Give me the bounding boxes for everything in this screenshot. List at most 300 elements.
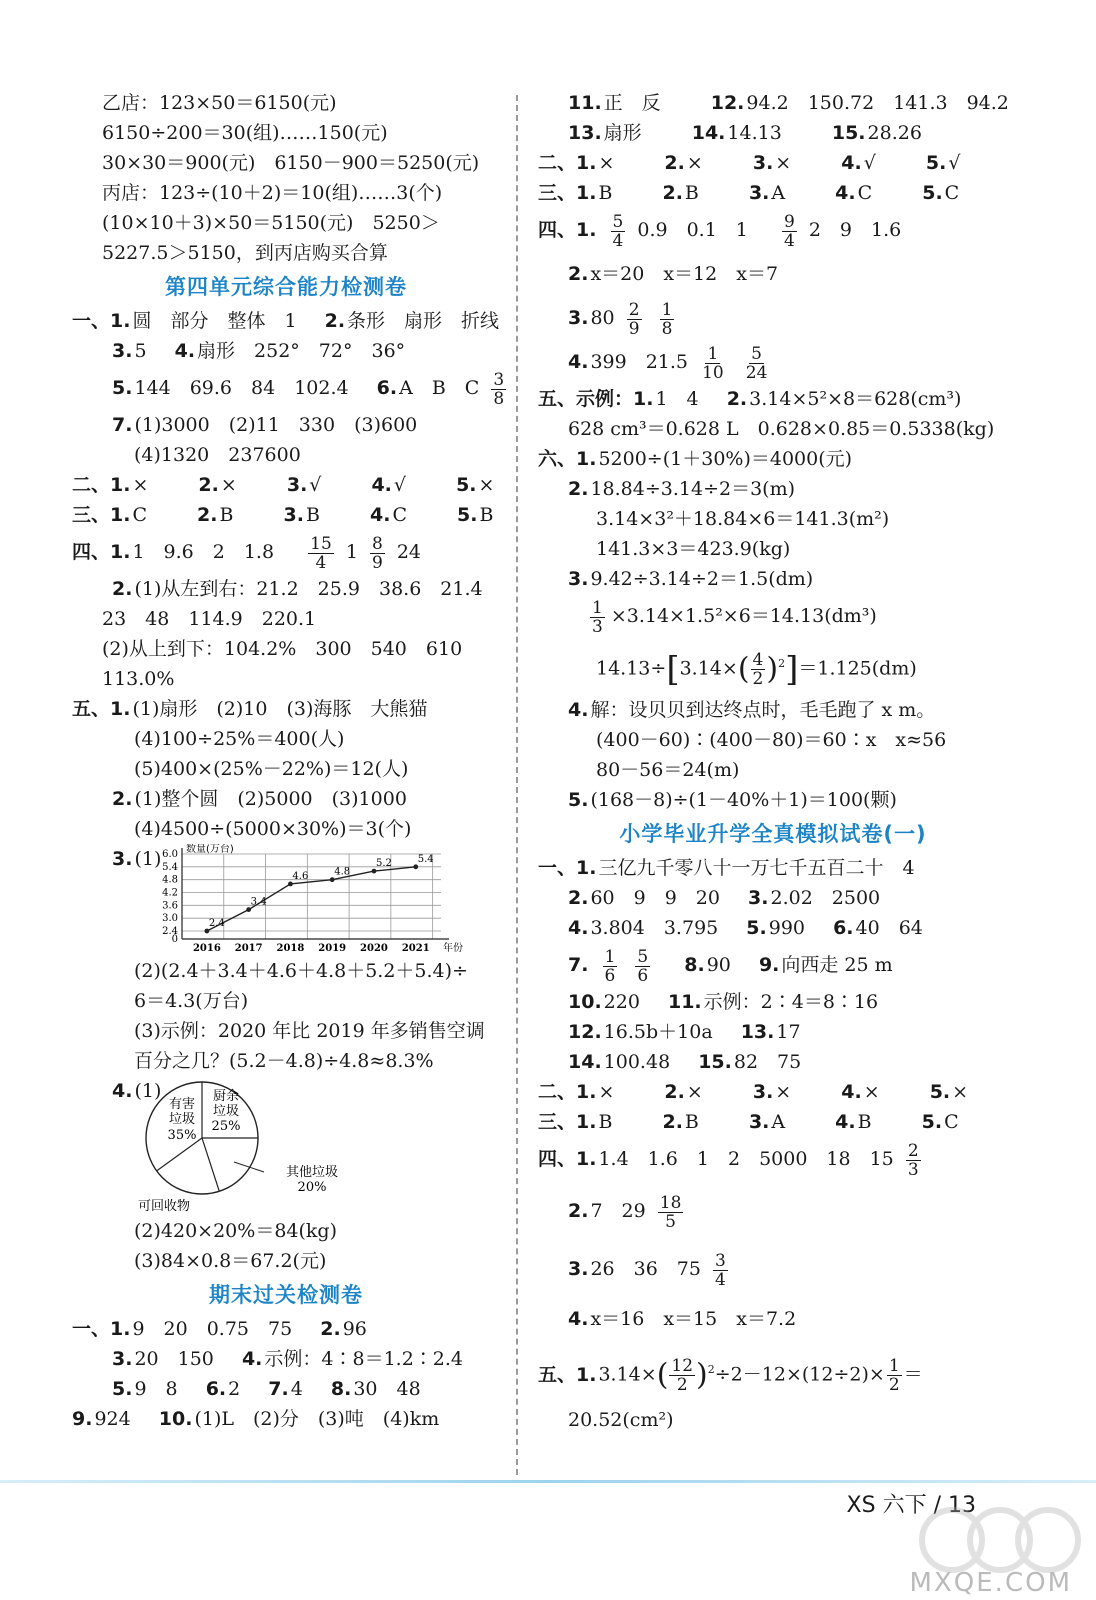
- answer-line: [72, 306, 500, 336]
- question-number: 2.: [112, 788, 133, 810]
- answer-line: 141.3×3＝423.9(kg): [596, 538, 791, 560]
- question-number: 14.: [568, 1051, 602, 1074]
- question-number: 一、1.: [72, 1318, 131, 1340]
- answer-text: 9 8: [134, 1378, 178, 1400]
- data-line: [207, 867, 416, 931]
- question-number: 5.: [922, 182, 943, 204]
- answer-line: 百分之几？(5.2－4.8)÷4.8≈8.3%: [134, 1050, 434, 1072]
- pie-value: [160, 1215, 189, 1216]
- question-number: 三、1.: [538, 182, 597, 204]
- question-number: 2.: [662, 1111, 683, 1134]
- answer-text: ×: [863, 1081, 880, 1104]
- question-number: 4.: [568, 1308, 589, 1331]
- column-divider: [516, 95, 518, 1475]
- question-number: 15.: [698, 1051, 732, 1074]
- data-label: 5.4: [417, 853, 434, 865]
- answer-text: ×: [952, 1081, 969, 1104]
- fraction: $\frac{5}{24}$: [745, 343, 768, 383]
- question-number: 2.: [568, 887, 589, 910]
- fraction: $\frac{4}{2}$: [752, 649, 764, 689]
- question-number: 2.: [664, 1081, 685, 1104]
- answer-text: B: [305, 504, 320, 526]
- answer-line: [538, 564, 1008, 594]
- answer-line: [538, 474, 1008, 504]
- question-number: 2.: [112, 578, 133, 600]
- question-number: 7.: [112, 414, 133, 436]
- data-point: [204, 929, 209, 934]
- answer-text: √: [948, 152, 961, 174]
- question-number: 7.: [268, 1378, 289, 1400]
- question-number: 4.: [835, 182, 856, 204]
- answer-text: 向西走 25 m: [781, 954, 893, 977]
- question-number: 13.: [740, 1021, 775, 1044]
- answer-text: C: [944, 1111, 959, 1134]
- answer-line: (5)400×(25%－22%)＝12(人): [134, 758, 409, 780]
- answer-line: [538, 853, 1008, 883]
- pie-label: 垃圾: [168, 1112, 196, 1127]
- question-number: 4.: [568, 351, 589, 373]
- section-heading: 小学毕业升学全真模拟试卷(一): [619, 822, 927, 847]
- answer-text: 5: [134, 340, 147, 362]
- question-number: 三、1.: [538, 1111, 597, 1134]
- answer-line: (400－60)∶(400－80)＝60∶x x≈56: [596, 729, 947, 752]
- answer-text: 100.48: [603, 1051, 671, 1074]
- answer-text: ×: [686, 1081, 703, 1104]
- fraction: $\frac{8}{9}$: [371, 533, 383, 573]
- answer-line: [72, 784, 500, 814]
- question-number: 5.: [112, 377, 133, 399]
- book-code: XS: [846, 1493, 876, 1518]
- answer-text: 94.2 150.72 141.3 94.2: [746, 92, 1009, 114]
- answer-line: 五、1. 3.14×( $\frac{12}{2}$ )$^2$÷2－12×(12÷2)× $\frac{1}{2}$ ＝: [538, 1356, 923, 1396]
- answer-text: 399 21.5: [590, 351, 689, 373]
- answer-text: 990: [768, 917, 806, 940]
- pie-label: 厨余: [212, 1089, 240, 1104]
- question-number: 2.: [664, 152, 685, 174]
- answer-line: (2)420×20%＝84(kg): [134, 1220, 338, 1242]
- question-number: 7.: [568, 954, 589, 977]
- answer-text: A: [771, 1111, 786, 1134]
- data-point: [413, 864, 418, 869]
- data-point: [372, 869, 377, 874]
- answer-line: 乙店：123×50＝6150(元): [102, 92, 337, 114]
- bracket-open: [: [666, 649, 680, 690]
- answer-text: 17: [776, 1021, 801, 1044]
- answer-line: 30×30＝900(元) 6150－900＝5250(元): [102, 152, 480, 174]
- question-number: 2.: [324, 310, 346, 332]
- answer-text: 96: [342, 1318, 367, 1340]
- data-label: 4.8: [334, 866, 351, 878]
- question-number: 3.: [283, 504, 304, 526]
- fraction: $\frac{2}{3}$: [907, 1140, 919, 1180]
- answer-line: (3)示例：2020 年比 2019 年多销售空调: [134, 1020, 485, 1042]
- pie-slice-boundary: [202, 1138, 219, 1191]
- question-number: 10.: [568, 991, 602, 1014]
- answer-line: [72, 1314, 500, 1344]
- fraction: $\frac{3}{8}$: [493, 369, 505, 409]
- y-tick-label: 6.0: [162, 849, 178, 860]
- answer-text: C: [944, 182, 960, 204]
- answer-text: 28.26: [867, 122, 922, 144]
- right-column: [538, 88, 1008, 1435]
- answer-line: [72, 366, 505, 410]
- question-number: 一、1.: [72, 310, 131, 332]
- question-number: 4.: [841, 1081, 862, 1104]
- answer-text: 1: [345, 541, 358, 563]
- question-number: 二、1.: [72, 474, 131, 496]
- answer-line: (10×10＋3)×50＝5150(元) 5250＞: [102, 212, 440, 234]
- question-number: 一、1.: [538, 857, 597, 880]
- question-number: 五、示例：1.: [538, 388, 654, 410]
- answer-text: 60 9 9 20: [590, 887, 720, 910]
- question-number: 5.: [568, 789, 589, 812]
- answer-text: x＝16 x＝15 x＝7.2: [590, 1308, 797, 1331]
- answer-line: [72, 336, 500, 366]
- left-column: [72, 88, 505, 1434]
- answer-text: C: [857, 182, 873, 204]
- answer-text: ×: [598, 152, 615, 174]
- question-number: 五、1.: [538, 1363, 597, 1386]
- question-number: 6.: [205, 1378, 227, 1400]
- answer-line: [72, 470, 500, 500]
- page-number: 13: [948, 1493, 976, 1518]
- answer-text: 82 75: [733, 1051, 802, 1074]
- answer-line: [72, 410, 500, 440]
- answer-line: 113.0%: [102, 668, 175, 690]
- fraction: $\frac{5}{4}$: [612, 211, 624, 251]
- answer-text: √: [393, 474, 407, 496]
- data-label: 2.4: [208, 918, 225, 929]
- answer-line: [538, 178, 1008, 208]
- fraction: $\frac{5}{6}$: [637, 946, 649, 986]
- pie-label: 有害: [168, 1097, 196, 1112]
- section-heading: 第四单元综合能力检测卷: [165, 275, 407, 299]
- answer-line: [72, 500, 500, 530]
- answer-text: 924: [94, 1408, 131, 1430]
- pie-value: 25%: [211, 1119, 241, 1134]
- question-number: 3.: [748, 887, 769, 910]
- question-number: 2.: [568, 1200, 589, 1223]
- answer-text: 14.13÷: [596, 657, 667, 680]
- fraction: $\frac{1}{2}$: [888, 1356, 900, 1396]
- answer-text: B: [598, 1111, 613, 1134]
- grade-label: 六下: [882, 1493, 927, 1518]
- answer-line: [72, 1076, 500, 1216]
- answer-text: ×: [478, 474, 495, 496]
- question-number: 12.: [710, 92, 745, 114]
- question-number: 11.: [667, 991, 702, 1014]
- answer-line: [538, 384, 1008, 414]
- answer-line: (4)4500÷(5000×30%)＝3(个): [134, 818, 412, 840]
- answer-line: [538, 208, 1008, 252]
- answer-line: [72, 694, 500, 724]
- question-number: 11.: [568, 92, 602, 114]
- answer-text: 9.42÷3.14÷2＝1.5(dm): [590, 568, 814, 590]
- data-label: 5.2: [375, 858, 392, 870]
- data-point: [330, 877, 335, 882]
- answer-text: 1 9.6 2 1.8: [132, 541, 275, 563]
- question-number: 二、1.: [538, 152, 597, 174]
- y-tick-label: 2.4: [162, 926, 178, 937]
- answer-text: 2.02 2500: [770, 887, 881, 910]
- question-number: 四、1.: [72, 541, 131, 563]
- question-number: 4.: [241, 1348, 263, 1370]
- answer-text: (1)扇形 (2)10 (3)海豚 大熊猫: [132, 698, 428, 720]
- data-point: [288, 882, 293, 887]
- answer-line: [538, 1137, 1008, 1181]
- question-number: 4.: [371, 474, 392, 496]
- answer-line: [538, 148, 1008, 178]
- question-number: 2.: [568, 478, 589, 500]
- pie-value: 20%: [297, 1180, 327, 1195]
- answer-text: 90: [706, 954, 731, 977]
- question-number: 4.: [835, 1111, 856, 1134]
- question-number: 二、1.: [538, 1081, 597, 1104]
- question-number: 四、1.: [538, 1148, 597, 1171]
- question-number: 3.: [112, 848, 133, 870]
- pie-value: 35%: [167, 1128, 197, 1143]
- answer-text: ×: [132, 474, 149, 496]
- answer-line: [538, 883, 1008, 913]
- watermark-text: MXQE.COM: [909, 1568, 1072, 1598]
- answer-text: B: [684, 182, 699, 204]
- answer-line: [538, 695, 1008, 725]
- data-point: [246, 907, 251, 912]
- answer-text: 80: [590, 307, 615, 329]
- question-number: 3.: [568, 568, 589, 590]
- answer-text: 20 150: [134, 1348, 214, 1370]
- bracket-close: ]: [785, 649, 799, 690]
- answer-text: (1)从左到右：21.2 25.9 38.6 21.4: [134, 578, 483, 600]
- y-tick-label: 4.8: [162, 874, 178, 886]
- answer-line: [538, 943, 1008, 987]
- question-number: 3.: [286, 474, 308, 496]
- answer-text: 7 29: [590, 1200, 646, 1223]
- question-number: 2.: [320, 1318, 341, 1340]
- answer-line: [538, 340, 1008, 384]
- answer-text: 1.4 1.6 1 2 5000 18 15: [598, 1148, 894, 1171]
- answer-text: B: [479, 504, 494, 526]
- answer-line: [538, 1047, 1008, 1077]
- answer-text: C: [392, 504, 407, 526]
- fraction: $\frac{9}{4}$: [783, 211, 795, 251]
- answer-line: 20.52(cm²): [568, 1408, 674, 1431]
- answer-text: 26 36 75: [590, 1258, 701, 1281]
- answer-text: (1)整个圆 (2)5000 (3)1000: [134, 788, 407, 810]
- question-number: 4.: [841, 152, 862, 174]
- answer-text: A B C: [399, 377, 480, 399]
- question-number: 8.: [330, 1378, 352, 1400]
- answer-text: 2: [228, 1378, 241, 1400]
- answer-line: 丙店：123÷(10＋2)＝10(组)……3(个): [102, 182, 443, 204]
- y-tick-label: 0: [171, 934, 178, 945]
- fraction: $\frac{1}{3}$: [592, 597, 603, 637]
- question-number: 9.: [758, 954, 780, 977]
- question-number: 5.: [746, 917, 767, 940]
- answer-line: (3)84×0.8＝67.2(元): [134, 1250, 327, 1272]
- answer-text: 扇形: [603, 122, 642, 144]
- fraction: $\frac{3}{4}$: [715, 1250, 726, 1290]
- answer-text: 正 反: [603, 92, 661, 114]
- answer-text: ×: [686, 152, 703, 174]
- x-tick-label: 2017: [234, 943, 263, 954]
- answer-line: (2)(2.4＋3.4＋4.6＋4.8＋5.2＋5.4)÷: [134, 960, 468, 982]
- question-number: 9.: [72, 1408, 93, 1430]
- question-number: 13.: [568, 122, 602, 144]
- x-tick-label: 2019: [318, 943, 347, 954]
- answer-text: 5200÷(1＋30%)＝4000(元): [598, 448, 853, 470]
- answer-line: [538, 594, 1008, 638]
- answer-text: 220: [603, 991, 640, 1014]
- answer-text: 24: [396, 541, 422, 563]
- answer-text: 4: [290, 1378, 303, 1400]
- fraction: $\frac{15}{4}$: [310, 533, 332, 573]
- answer-text: ×: [220, 474, 237, 496]
- answer-line: [538, 913, 1008, 943]
- data-label: 4.6: [292, 870, 309, 882]
- data-label: 3.4: [250, 896, 267, 908]
- x-tick-label: 2018: [276, 943, 305, 954]
- y-tick-label: 3.0: [162, 913, 178, 925]
- answer-line: 6150÷200＝30(组)……150(元): [102, 122, 388, 144]
- y-axis-label: 数量(万台): [186, 844, 234, 855]
- answer-text: 三亿九千零八十一万七千五百二十 4: [598, 857, 915, 880]
- answer-text: 30 48: [353, 1378, 421, 1400]
- question-number: 4.: [568, 917, 589, 940]
- answer-text: (168－8)÷(1－40%＋1)＝100(颗): [590, 789, 897, 812]
- question-number: 4.: [174, 340, 196, 362]
- answer-text: C: [132, 504, 147, 526]
- answer-line: [538, 296, 1008, 340]
- question-number: 12.: [568, 1021, 602, 1044]
- question-number: 5.: [112, 1378, 133, 1400]
- answer-line: 23 48 114.9 220.1: [102, 608, 317, 630]
- answer-line: [538, 1181, 1008, 1241]
- question-number: 2.: [198, 474, 219, 496]
- question-number: 4.: [568, 699, 589, 722]
- answer-text: (1): [134, 1080, 162, 1102]
- answer-line: [72, 1344, 500, 1374]
- answer-text: B: [598, 182, 613, 204]
- answer-line: [538, 785, 1008, 815]
- answer-line: [538, 88, 1008, 118]
- question-number: 10.: [158, 1408, 193, 1430]
- fraction: $\frac{1}{8}$: [661, 299, 673, 339]
- question-number: 6.: [376, 377, 398, 399]
- question-number: 3.: [568, 1258, 589, 1281]
- answer-text: 14.13: [727, 122, 782, 144]
- callout-line: [234, 1162, 264, 1172]
- answer-line: [538, 252, 1008, 296]
- answer-text: ÷2－12×(12÷2)×: [714, 1363, 885, 1386]
- pie-chart: [112, 1076, 372, 1216]
- question-number: 4.: [369, 504, 391, 526]
- question-number: 3.: [568, 307, 589, 329]
- fraction: $\frac{1}{6}$: [604, 946, 616, 986]
- answer-line: [72, 844, 500, 956]
- question-number: 8.: [684, 954, 705, 977]
- answer-line: (4)100÷25%＝400(人): [134, 728, 345, 750]
- question-number: 四、1.: [538, 219, 597, 241]
- answer-line: [538, 444, 1008, 474]
- question-number: 2.: [568, 263, 589, 285]
- answer-text: ×: [775, 152, 792, 174]
- answer-text: 扇形 252° 72° 36°: [197, 340, 406, 362]
- x-tick-label: 2020: [360, 943, 388, 954]
- question-number: 3.: [112, 1348, 133, 1370]
- answer-text: 18.84÷3.14÷2＝3(m): [590, 478, 796, 500]
- question-number: 3.: [748, 182, 770, 204]
- answer-text: x＝20 x＝12 x＝7: [590, 263, 779, 285]
- footer-rule: [0, 1480, 1096, 1483]
- fraction: $\frac{2}{9}$: [628, 299, 640, 339]
- answer-text: 9 20 0.75 75: [132, 1318, 293, 1340]
- question-number: 六、1.: [538, 448, 597, 470]
- answer-line: [538, 1107, 1008, 1137]
- section-heading: 期末过关检测卷: [209, 1283, 363, 1307]
- answer-text: ×3.14×1.5²×6＝14.13(dm³): [610, 605, 877, 627]
- answer-text: 3.804 3.795: [590, 917, 719, 940]
- question-number: 3.: [752, 152, 774, 174]
- x-tick-label: 2016: [192, 943, 221, 954]
- answer-text: 16.5b＋10a: [603, 1021, 713, 1044]
- answer-line: [538, 118, 1008, 148]
- question-number: 5.: [456, 474, 477, 496]
- question-number: 6.: [833, 917, 854, 940]
- answer-text: 示例：4∶8＝1.2∶2.4: [264, 1348, 464, 1370]
- y-tick-label: 3.6: [162, 900, 178, 912]
- y-tick-label: 4.2: [162, 887, 178, 899]
- question-number: 2.: [726, 388, 748, 410]
- question-number: 5.: [457, 504, 478, 526]
- question-number: 5.: [921, 1111, 943, 1134]
- pie-label: 可回收物: [137, 1199, 191, 1214]
- answer-text: ＝1.125(dm): [798, 657, 917, 680]
- y-tick-label: 5.4: [162, 861, 178, 873]
- fraction: $\frac{1}{10}$: [702, 343, 724, 383]
- answer-text: √: [863, 152, 876, 174]
- answer-line: [538, 1297, 1008, 1341]
- answer-text: 3.14×: [679, 657, 738, 680]
- page-footer: XS 六下 / 13: [846, 1493, 976, 1518]
- answer-text: (1)3000 (2)11 330 (3)600: [134, 414, 418, 436]
- answer-text: ＝: [903, 1363, 923, 1386]
- answer-text: 3.14×: [598, 1363, 657, 1386]
- answer-text: 1 4: [655, 388, 699, 410]
- answer-text: 示例：2∶4＝8∶16: [703, 991, 879, 1014]
- x-tick-label: 2021: [401, 943, 430, 954]
- answer-text: 0.9 0.1 1: [637, 219, 748, 241]
- question-number: 5.: [925, 152, 947, 174]
- fraction: $\frac{12}{2}$: [671, 1356, 694, 1396]
- answer-text: B: [684, 1111, 699, 1134]
- pie-label: 其他垃圾: [285, 1165, 339, 1180]
- answer-line: [538, 1017, 1008, 1047]
- answer-line: 5227.5＞5150，到丙店购买合算: [102, 242, 388, 264]
- answer-line: [72, 574, 500, 604]
- line-chart: [146, 844, 466, 956]
- question-number: 4.: [112, 1080, 133, 1102]
- answer-line: [538, 1241, 1008, 1297]
- fraction: $\frac{18}{5}$: [659, 1192, 682, 1232]
- answer-text: 条形 扇形 折线: [347, 310, 500, 332]
- pie-label: 垃圾: [212, 1104, 240, 1119]
- question-number: 三、1.: [72, 504, 131, 526]
- answer-line: 628 cm³＝0.628 L 0.628×0.85＝0.5338(kg): [568, 418, 995, 440]
- answer-text: (1)L (2)分 (3)吨 (4)km: [194, 1408, 440, 1430]
- answer-text: 圆 部分 整体 1: [132, 310, 297, 332]
- answer-line: 6＝4.3(万台): [134, 990, 249, 1012]
